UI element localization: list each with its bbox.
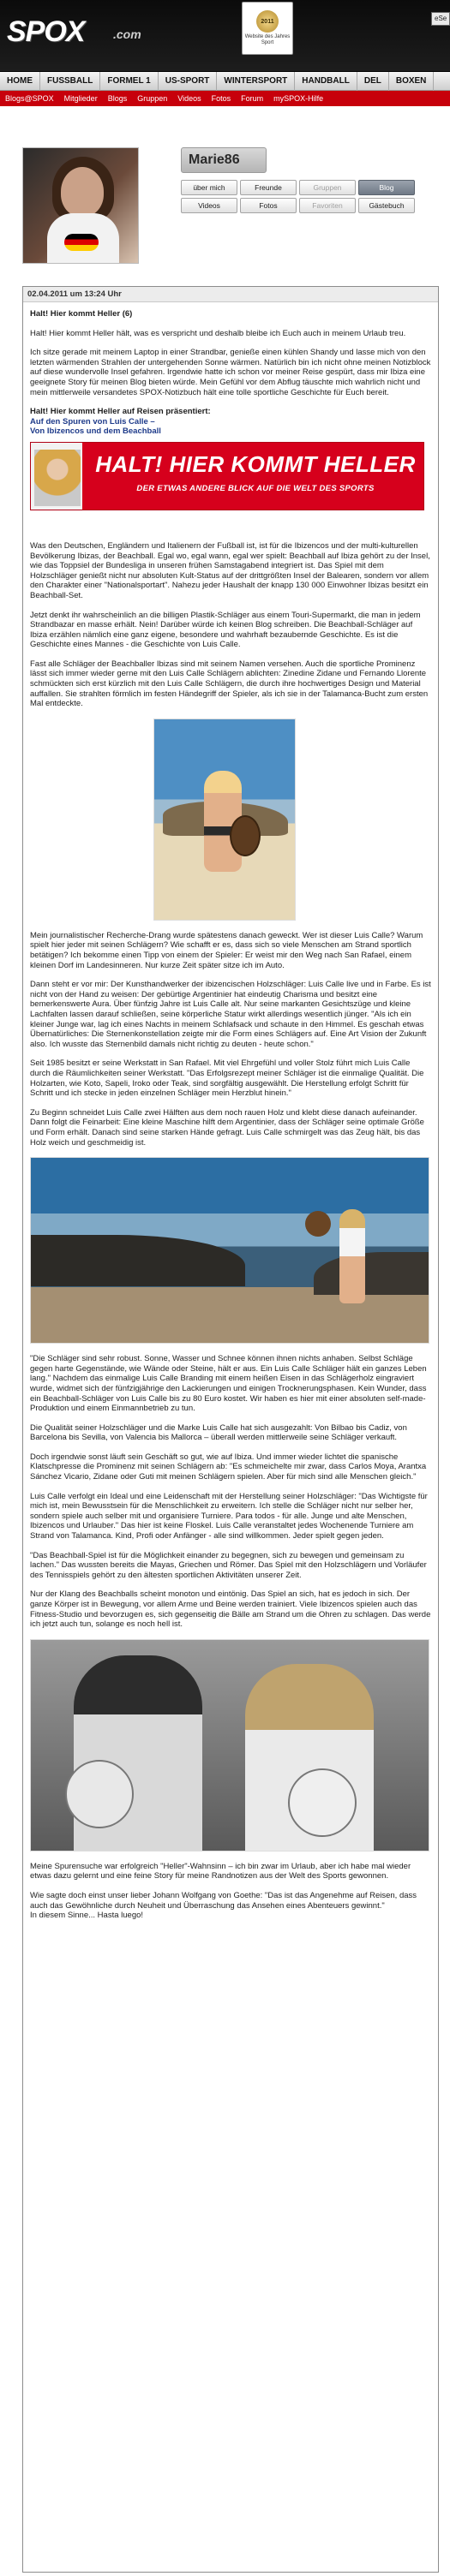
portrait-photo-luis-calle: [30, 1639, 429, 1852]
main-nav: [0, 72, 450, 91]
profile-buttons-row-1: [181, 180, 425, 195]
blog-paragraph: "Das Beachball-Spiel ist für die Möglichkeit einander zu begegnen, sich zu bewegen und gemeinsam zu lachen." Das wussten bereits die Mayas, Griechen und Römer. Das Spiel mit den Holzschlägern und Vorläufer des Tennisspiels gehört zu den ältesten sportlichen Aktivitäten unserer Zeit.: [30, 1550, 427, 1580]
photo-paddle: [305, 1211, 331, 1237]
site-header: [0, 0, 450, 72]
blog-paragraph: [30, 980, 431, 1049]
blog-body: [23, 302, 438, 1921]
blog-paragraph-part: Was den Deutschen, Engländern und Italienern der Fußball ist, ist für die Ibizencos und der multi-kulturellen Bevölkerung Ibizas, der Beachball. Egal wo, egal wann, egal wer spielt: Beachball auf Ibiza gehört zu der Insel, wie das Toppsiel der Bundesliga in unseren frühen Samstagabend integriert ist.: [30, 540, 430, 571]
profile-videos-button[interactable]: Videos: [181, 198, 237, 213]
award-line-2: Sport: [261, 40, 274, 45]
subnav-item-gruppen[interactable]: Gruppen: [137, 94, 168, 103]
blog-paragraph: Mein journalistischer Recherche-Drang wurde spätestens danach geweckt. Wer ist dieser Luis Calle? Warum spielt hier jeder mit seinen Schlägern? Wie schafft er es, dass sich so viele Menschen am Strand sportlich betätigen? Ich bekomme einen Tipp von einem der Spieler: Er weist mir den Weg nach San Rafael, einem kleinen Dorf im Landesinneren. Nur kurze Zeit später sitze ich im Auto.: [30, 930, 423, 970]
nav-item-boxen[interactable]: BOXEN: [389, 72, 435, 91]
profile-section: [22, 147, 425, 265]
subnav-item-forum[interactable]: Forum: [241, 94, 264, 103]
photo-rocks-left: [31, 1235, 245, 1286]
nav-item-fussball[interactable]: FUSSBALL: [40, 72, 100, 91]
nav-item-wintersport[interactable]: WINTERSPORT: [217, 72, 295, 91]
blog-paragraph: Seit 1985 besitzt er seine Werkstatt in San Rafael. Mit viel Ehrgefühl und voller Stolz führt mich Luis Calle durch die Räumlichkeiten seiner Werkstatt. "Das Erfolgsrezept meiner Schläger ist die einmalige Qualität. Die Holzarten, wie Koto, Sapeli, Iroko oder Teak, sind sorgfältig ausgewählt. Die Herstellung erfolgt Schritt für Schritt und ich stecke in jeden einzelnen Schläger mein Herzblut hinein.": [30, 1058, 424, 1099]
profile-username: Marie86: [181, 147, 267, 173]
blog-paragraph-part: Das hier ist keine Floskel. Luis Calle veranstaltet jedes Wochenende Turniere am Strand von Talamanca. Kind, Profi oder Anfänger - alle sind willkommen. Jeder spielt gegen jeden.: [30, 1521, 414, 1541]
blog-closing: In diesem Sinne... Hasta luego!: [30, 1911, 144, 1921]
blog-paragraph: Doch irgendwie sonst läuft sein Geschäft so gut, wie auf Ibiza. Und immer wieder lichtet die spanische Klatschpresse die Prominenz mit seinen Schlägern ab: "Es schmeichelte mir zwar, dass Carlos Moya, Arantxa Sánchez Vicario, Zidane oder Guti mit meinen Schlägern spielen. Aber für mich sind alle Menschen gleich.": [30, 1452, 427, 1482]
blog-paragraph: Die Qualität seiner Holzschläger und die Marke Luis Calle hat sich ausgezahlt: Von Bilbao bis Cadiz, von Barcelona bis Sevilla, von Valencia bis Mallorca – überall werden mittlerweile seine Schläger verkauft.: [30, 1422, 407, 1443]
photo-paddle: [65, 1760, 134, 1828]
profile-buttons-row-2: [181, 198, 425, 213]
spox-logo-suffix: .com: [113, 27, 141, 41]
blog-paragraph: Zu Beginn schneidet Luis Calle zwei Hälften aus dem noch rauen Holz und klebt diese danach aufeinander. Dann folgt die Feinarbeit: Eine kleine Maschine hilft dem Argentinier, dass der Schläger seine optimale Größe und Form erhält. Danach sind seine starken Hände gefragt. Luis Calle schmirgelt was das Zeug hält, bis das Holz weich und geschmeidig ist.: [30, 1107, 424, 1148]
profile-buttons: [181, 180, 425, 216]
beach-photo-paddle: [153, 719, 296, 921]
avatar[interactable]: [22, 147, 139, 264]
photo-paddle: [230, 815, 261, 856]
profile-friends-button[interactable]: Freunde: [240, 180, 297, 195]
blog-paragraph-part: Fast alle Schläger der Beachballer Ibizas sind mit seinem Namen versehen. Auch die sportliche Prominenz lässt sich immer wieder gerne mit den Luis Calle Schlägern ablichten: Zinedine Zidane und Fernando Llorente schmückten sich erst kürzlich mit den: [30, 659, 427, 689]
blog-paragraph: Ich sitze gerade mit meinem Laptop in einer Strandbar, genieße einen kühlen Shandy und lasse mich von den letzten wärmenden Strahlen der untergehenden Sonne wärmen. Natürlich bin ich nicht ohne meinen Notizblock auf diese wundervolle Insel gefahren. Irgendwie hatte ich schon vor meiner Reise gespürt, dass mir Ibiza eine geeignete Story für meinen Blog bieten würde. Mein Gefühl vor dem Abflug täuschte mich wahrlich nicht und mein mittlerweile versandetes SPOX-Notizbuch hält eine tolle sportliche Geschichte für Euch bereit.: [30, 348, 431, 397]
nav-item-us-sport[interactable]: US-SPORT: [159, 72, 218, 91]
blog-paragraph-part: Das Spiel mit dem Holzschläger genießt nicht nur absoluten Kult-Status auf der drittgrößten Insel der Balearen, sondern vor allem den Charakter einer "Nationalsportart". Nahezu jeder Haushalt der knapp 130 000 Einwohner Ibizas besitzt ein Beachball-Set.: [30, 561, 429, 600]
photo-player: [339, 1209, 365, 1303]
award-badge: [242, 2, 293, 55]
blog-paragraph-part: Dann steht er vor mir: Der Kunsthandwerker der ibizencischen Holzschläger: Luis Calle live und in Farbe. Es ist nicht von der Hand zu weisen: Der gebürtige Argentinier hat eindeutig Charisma und besitzt eine bemerkenswerte Aura. Über fünfzig Jahre ist Luis Calle alt. Nur seine markanten Gesichtszüge und kleine Lachfalten lassen darauf schließen, seine körperliche Statur wirkt allerdings wesentlich jünger.: [30, 980, 431, 1019]
blog-paragraph: Jetzt denkt ihr wahrscheinlich an die billigen Plastik-Schläger aus einem Touri-Supermarkt, die man in jedem Strandbazar en masse erhält. Nein! Darüber würde ich keinen Blog schreiben. Die Beachball-Schläger auf Ibiza erzählen nämlich eine ganz eigene, besondere und wahrhaft bezaubernde Geschichte. Es ist die Geschichte eines Mannes - die Geschichte von Luis Calle.: [30, 610, 421, 650]
blog-paragraph: "Die Schläger sind sehr robust. Sonne, Wasser und Schnee können ihnen nichts anhaben. Selbst Schläge gegen harte Gegenstände, wie Wände oder Steine, hält er aus. Ein Luis Calle Schläger hält ein ganzes Leben lang." Nachdem das einmalige Luis Calle Branding mit einem heißen Eisen in das Schlägerholz eingraviert wurde, widmet sich der fünfzigjährige den Lackierungen und einigen Trocknerungsphasen. Kein Wunder, dass ein Beachball-Schläger von Luis Calle bis zu 80 Euro kostet. Wir haben es hier mit einer absoluten self-made-Produktion und einem Einmannbetrieb zu tun.: [30, 1354, 427, 1414]
blog-paragraph-part: Luis Calle verfolgt ein Ideal und eine Leidenschaft mit der Herstellung seiner Holzschläger: "Das Wichtigste für mich ist, mein Bewusstsein für die Menschlichkeit zu erweitern. Ich stelle die Schläger nicht nur selber her, sondern spiele auch selber mit und organisiere Turniere. Para todos - für alle. Junge und alte Menschen, Ibizencos und Urlauber.": [30, 1491, 428, 1531]
blog-date: 02.04.2011 um 13:24 Uhr: [23, 287, 438, 302]
award-line-1: Website des Jahres: [244, 34, 291, 39]
photo-rocks-right: [314, 1252, 429, 1295]
coast-photo-player: [30, 1157, 429, 1344]
profile-photos-button[interactable]: Fotos: [240, 198, 297, 213]
blog-paragraph: [30, 1492, 431, 1541]
nav-item-home[interactable]: HOME: [0, 72, 40, 91]
subnav-item-mitglieder[interactable]: Mitglieder: [63, 94, 98, 103]
blog-intro: Halt! Hier kommt Heller hält, was es verspricht und deshalb bleibe ich Euch auch in meinem Urlaub treu.: [30, 328, 406, 338]
spox-logo[interactable]: SPOX: [7, 15, 85, 48]
blog-subheading-1: Halt! Hier kommt Heller auf Reisen präsentiert:: [30, 407, 211, 417]
banner-portrait: [34, 450, 81, 506]
profile-guestbook-button[interactable]: Gästebuch: [358, 198, 415, 213]
blog-paragraph: [30, 541, 431, 601]
profile-about-button[interactable]: über mich: [181, 180, 237, 195]
subnav-item-videos[interactable]: Videos: [177, 94, 201, 103]
blog-paragraph: Meine Spurensuche war erfolgreich "Heller"-Wahnsinn – ich bin zwar im Urlaub, aber ich habe mal wieder etwas dazu gelernt und eine feine Story für meine Randnotizen aus der Welt des Sports gewonnen.: [30, 1861, 411, 1881]
nav-item-handball[interactable]: HANDBALL: [295, 72, 357, 91]
blog-paragraph-part: "Als ich ein kleiner Junge war, lag ich eines Nachts in meinem Schlafsack und schaute in den Himmel. Es geschah etwas Übernatürliches: Die Sternenkonstellation zeigte mir die Form eines Schlägers auf. Eine Art Vision der Zukunft also. Ich wusste das Sternenbild damals nicht richtig zu deuten - heute schon.": [30, 1010, 427, 1049]
blog-paragraph-part: Wie sagte doch einst unser lieber Johann Wolfgang von Goethe: "Das ist das Angenehme auf Reisen, dass auch das Gewöhnliche durch Neuheit und Überraschung das Ansehen eines Abenteuers gewinnt.": [30, 1890, 417, 1911]
nav-item-formel1[interactable]: FORMEL 1: [100, 72, 158, 91]
profile-groups-button[interactable]: Gruppen: [299, 180, 356, 195]
blog-paragraph-part: Luis Calle Schlägern, die durch ihre hochwertiges Design und Material auffallen. Sie strahlten förmlich im festen Händegriff der Spieler, als ich sie in der Talamanca-Bucht zum ersten Mal entdeckte.: [30, 679, 429, 709]
sub-nav: [0, 91, 450, 106]
blog-paragraph: [30, 659, 431, 709]
subnav-item-fotos[interactable]: Fotos: [211, 94, 231, 103]
award-medal-icon: 2011: [256, 10, 279, 33]
nav-item-del[interactable]: DEL: [357, 72, 389, 91]
blog-subheading-3: Von Ibizencos und dem Beachball: [30, 426, 161, 437]
profile-blog-button[interactable]: Blog: [358, 180, 415, 195]
blog-paragraph: [30, 1891, 431, 1921]
blog-title: Halt! Hier kommt Heller (6): [30, 309, 133, 319]
banner-subtitle: DER ETWAS ANDERE BLICK AUF DIE WELT DES SPORTS: [136, 483, 375, 493]
subnav-item-blogs-spox[interactable]: Blogs@SPOX: [5, 94, 54, 103]
blog-subheading-2: Auf den Spuren von Luis Calle –: [30, 416, 155, 426]
banner-title: HALT! HIER KOMMT HELLER: [95, 450, 416, 477]
subnav-item-blogs[interactable]: Blogs: [107, 94, 128, 103]
photo-paddle: [288, 1768, 357, 1837]
heller-banner: [30, 442, 424, 510]
subnav-item-hilfe[interactable]: mySPOX-Hilfe: [273, 94, 324, 103]
header-search-input[interactable]: eSe: [431, 12, 450, 26]
profile-favorites-button[interactable]: Favoriten: [299, 198, 356, 213]
avatar-face: [61, 167, 104, 217]
avatar-flag-icon: [64, 234, 99, 251]
blog-post: [22, 286, 439, 2573]
blog-paragraph: Nur der Klang des Beachballs scheint monoton und eintönig. Das Spiel an sich, hat es jedoch in sich. Der ganze Körper ist in Bewegung, vor allem Arme und Beine werden trainiert. Viele Ibizencos spielen auch das Fitness-Studio und bevorzugen es, sich gegenseitig die Bälle am Strand um die Ohren zu schlagen. Das werde ich jetzt auch tun, solange es noch hell ist.: [30, 1589, 431, 1630]
